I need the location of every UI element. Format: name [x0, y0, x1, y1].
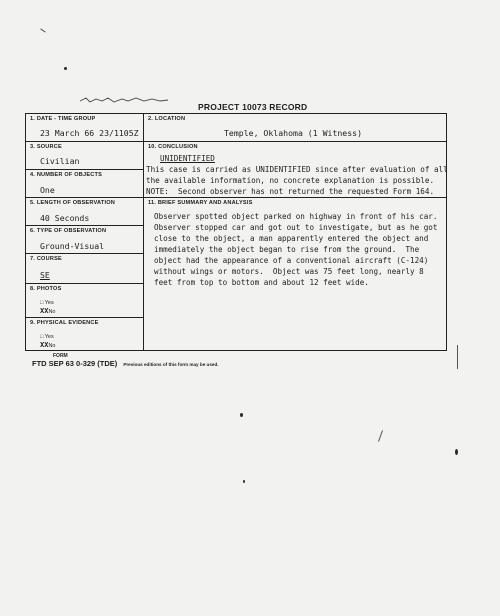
scan-mark: [457, 345, 458, 369]
summary-line: Observer stopped car and got out to investigate, but as he got: [154, 223, 438, 232]
course-label: 7. COURSE: [30, 256, 62, 262]
conclusion-status: UNIDENTIFIED: [160, 154, 215, 163]
form-code-text: FTD SEP 63 0-329 (TDE): [32, 359, 118, 368]
scan-speck: [243, 480, 245, 483]
photos-yes-label: Yes: [44, 300, 54, 306]
photos-no-option: [40, 307, 55, 315]
summary-line: Observer spotted object parked on highway in front of his car.: [154, 212, 438, 221]
date-time-cell: [26, 114, 143, 142]
left-column: [26, 114, 144, 350]
number-of-objects-label: 4. NUMBER OF OBJECTS: [30, 172, 103, 178]
footer-note: Previous editions of this form may be used.: [123, 362, 219, 367]
page-title: PROJECT 10073 RECORD: [198, 102, 308, 112]
conclusion-line: the available information, no concrete explanation is possible.: [146, 176, 435, 185]
summary-line: object had the appearance of a conventional aircraft (C-124): [154, 256, 429, 265]
physical-evidence-no-label: No: [48, 343, 56, 349]
scan-mark: [40, 28, 45, 32]
number-of-objects-cell: [26, 170, 143, 198]
source-cell: [26, 142, 143, 170]
type-of-observation-value: Ground-Visual: [40, 241, 105, 251]
scan-speck: [455, 449, 458, 455]
summary-cell: [144, 198, 446, 352]
physical-evidence-no-option: [40, 341, 55, 349]
date-time-label: 1. DATE - TIME GROUP: [30, 116, 96, 122]
course-value: SE: [40, 270, 50, 280]
scan-speck: [240, 413, 243, 417]
physical-evidence-yes-option: □ Yes: [40, 334, 54, 340]
photos-yes-option: □ Yes: [40, 300, 54, 306]
conclusion-label: 10. CONCLUSION: [148, 144, 198, 150]
number-of-objects-value: One: [40, 185, 55, 195]
summary-line: feet from top to bottom and about 12 feet wide.: [154, 278, 369, 287]
handwritten-scribble: [78, 95, 178, 105]
summary-line: without wings or motors. Object was 75 feet long, nearly 8: [154, 267, 424, 276]
location-cell: [144, 114, 446, 142]
location-label: 2. LOCATION: [148, 116, 186, 122]
conclusion-line: This case is carried as UNIDENTIFIED since after evaluation of all: [146, 165, 448, 174]
source-label: 3. SOURCE: [30, 144, 62, 150]
date-time-value: 23 March 66 23/1105Z: [40, 128, 139, 138]
physical-evidence-yes-label: Yes: [44, 334, 54, 340]
conclusion-line: NOTE: Second observer has not returned the requested Form 164.: [146, 187, 435, 196]
footer-form-label: FORM: [53, 353, 68, 359]
source-value: Civilian: [40, 156, 80, 166]
conclusion-cell: [144, 142, 446, 198]
summary-line: immediately the object began to rise from the ground. The: [154, 245, 420, 254]
length-of-observation-cell: [26, 198, 143, 226]
footer-form-code: [32, 359, 219, 368]
course-cell: [26, 254, 143, 284]
scan-speck: [64, 67, 67, 70]
length-of-observation-label: 5. LENGTH OF OBSERVATION: [30, 200, 115, 206]
scan-mark: [378, 430, 383, 442]
physical-evidence-label: 9. PHYSICAL EVIDENCE: [30, 320, 99, 326]
physical-evidence-cell: [26, 318, 143, 352]
summary-line: close to the object, a man apparently entered the object and: [154, 234, 429, 243]
type-of-observation-cell: [26, 226, 143, 254]
photos-cell: [26, 284, 143, 318]
summary-label: 11. BRIEF SUMMARY AND ANALYSIS: [148, 200, 253, 206]
photos-label: 8. PHOTOS: [30, 286, 62, 292]
project-record-form: [25, 113, 447, 351]
type-of-observation-label: 6. TYPE OF OBSERVATION: [30, 228, 107, 234]
physical-evidence-no-mark: XX: [40, 341, 49, 349]
length-of-observation-value: 40 Seconds: [40, 213, 90, 223]
photos-no-mark: XX: [40, 307, 49, 315]
right-column: [144, 114, 446, 350]
location-value: Temple, Oklahoma (1 Witness): [224, 128, 363, 138]
photos-no-label: No: [48, 309, 56, 315]
